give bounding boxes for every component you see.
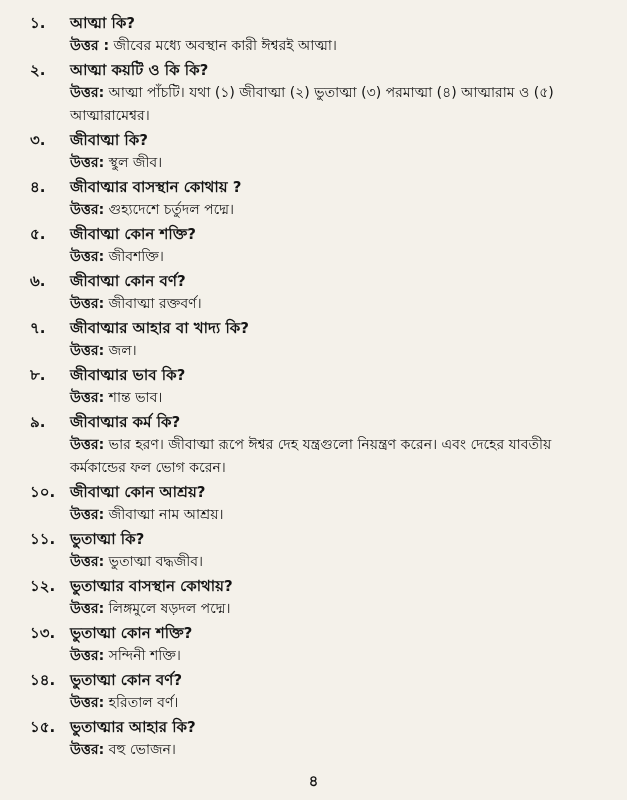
question-number: ১১. [30, 530, 56, 548]
question-number: ১৪. [30, 671, 56, 689]
answer-label: উত্তর: [70, 202, 105, 218]
question-number: ৯. [30, 413, 46, 431]
qa-item [30, 364, 607, 410]
question-number: ১৩. [30, 624, 56, 642]
answer-line [70, 434, 607, 480]
answer-text: শান্ত ভাব। [108, 390, 163, 406]
question-line [30, 716, 607, 739]
qa-item [30, 176, 607, 222]
answer-label: উত্তর: [70, 507, 105, 523]
qa-item [30, 716, 607, 762]
answer-line [70, 551, 607, 574]
qa-item [30, 528, 607, 574]
answer-text: জীবাত্মা রক্তবর্ণ। [108, 296, 202, 312]
question-line [30, 270, 607, 293]
question-text: জীবাত্মার ভাব কি? [70, 366, 186, 384]
answer-text: স্থুল জীব। [108, 155, 163, 171]
answer-label: উত্তর: [70, 695, 105, 711]
answer-line [70, 82, 607, 128]
qa-item [30, 317, 607, 363]
question-text: জীবাত্মা কোন শক্তি? [70, 225, 196, 243]
question-line [30, 59, 607, 82]
question-number: ৩. [30, 131, 46, 149]
answer-text: জল। [108, 343, 137, 359]
question-number: ৬. [30, 272, 46, 290]
question-line [30, 176, 607, 199]
question-text: জীবাত্মার আহার বা খাদ্য কি? [70, 319, 249, 337]
qa-item [30, 270, 607, 316]
question-number: ৪. [30, 178, 46, 196]
answer-label: উত্তর: [70, 601, 105, 617]
answer-line [70, 293, 607, 316]
question-number: ৫. [30, 225, 46, 243]
answer-text: ভুতাত্মা বদ্ধজীব। [108, 554, 204, 570]
answer-text: গুহ্যদেশে চর্তুদল পদ্মে। [108, 202, 235, 218]
question-number: ১৫. [30, 718, 56, 736]
question-line [30, 481, 607, 504]
question-text: জীবাত্মার বাসস্থান কোথায় ? [70, 178, 242, 196]
answer-line [70, 504, 607, 527]
answer-label: উত্তর: [70, 390, 105, 406]
question-text: ভুতাত্মা কোন শক্তি? [70, 624, 193, 642]
question-line [30, 411, 607, 434]
question-line [30, 622, 607, 645]
question-text: ভুতাত্মা কোন বর্ণ? [70, 671, 183, 689]
answer-text: ভার হরণ। জীবাত্মা রূপে ঈশ্বর দেহ যন্ত্রগুলো নিয়ন্ত্রণ করেন। এবং দেহের যাবতীয় কর্মকান্ডের ফল ভোগ করেন। [70, 437, 552, 476]
qa-item [30, 575, 607, 621]
question-number: ১. [30, 14, 46, 32]
answer-text: বহু ভোজন। [108, 742, 176, 758]
question-text: জীবাত্মা কোন বর্ণ? [70, 272, 186, 290]
question-line [30, 669, 607, 692]
qa-item [30, 129, 607, 175]
question-line [30, 223, 607, 246]
answer-line [70, 152, 607, 175]
answer-label: উত্তর: [70, 742, 105, 758]
answer-label: উত্তর : [70, 38, 110, 54]
question-text: আত্মা কয়টি ও কি কি? [70, 61, 209, 79]
question-line [30, 575, 607, 598]
answer-text: জীবশক্তি। [108, 249, 164, 265]
qa-list [30, 12, 607, 762]
qa-item [30, 59, 607, 128]
answer-line [70, 340, 607, 363]
question-number: ২. [30, 61, 46, 79]
question-text: জীবাত্মার কর্ম কি? [70, 413, 181, 431]
answer-label: উত্তর: [70, 155, 105, 171]
qa-item [30, 622, 607, 668]
answer-line [70, 35, 607, 58]
question-text: জীবাত্মা কি? [70, 131, 148, 149]
answer-text: জীবের মধ্যে অবস্থান কারী ঈশ্বরই আত্মা। [113, 38, 337, 54]
answer-label: উত্তর: [70, 85, 105, 101]
answer-text: জীবাত্মা নাম আশ্রয়। [108, 507, 224, 523]
answer-label: উত্তর: [70, 437, 105, 453]
question-line [30, 528, 607, 551]
question-line [30, 364, 607, 387]
answer-text: সন্দিনী শক্তি। [108, 648, 181, 664]
page-number: ৪ [308, 772, 319, 790]
answer-line [70, 692, 607, 715]
question-text: জীবাত্মা কোন আশ্রয়? [70, 483, 206, 501]
answer-line [70, 645, 607, 668]
answer-line [70, 246, 607, 269]
qa-item [30, 669, 607, 715]
answer-label: উত্তর: [70, 554, 105, 570]
answer-text: আত্মা পাঁচটি। যথা (১) জীবাত্মা (২) ভুতাত্মা (৩) পরমাত্মা (৪) আত্মারাম ও (৫) আত্মারামেশ্বর। [70, 85, 554, 124]
answer-line [70, 199, 607, 222]
question-line [30, 129, 607, 152]
answer-label: উত্তর: [70, 648, 105, 664]
qa-item [30, 411, 607, 480]
answer-label: উত্তর: [70, 343, 105, 359]
question-text: আত্মা কি? [70, 14, 136, 32]
answer-label: উত্তর: [70, 249, 105, 265]
question-text: ভুতাত্মার বাসস্থান কোথায়? [70, 577, 233, 595]
question-number: ৮. [30, 366, 46, 384]
answer-line [70, 739, 607, 762]
question-number: ১০. [30, 483, 56, 501]
question-line [30, 12, 607, 35]
question-text: ভুতাত্মার আহার কি? [70, 718, 196, 736]
question-line [30, 317, 607, 340]
qa-item [30, 481, 607, 527]
qa-item [30, 12, 607, 58]
answer-text: লিঙ্গমুলে ষড়দল পদ্মে। [108, 601, 231, 617]
qa-item [30, 223, 607, 269]
answer-label: উত্তর: [70, 296, 105, 312]
question-text: ভুতাত্মা কি? [70, 530, 145, 548]
answer-text: হরিতাল বর্ণ। [108, 695, 179, 711]
question-number: ৭. [30, 319, 46, 337]
answer-line [70, 598, 607, 621]
question-number: ১২. [30, 577, 56, 595]
answer-line [70, 387, 607, 410]
